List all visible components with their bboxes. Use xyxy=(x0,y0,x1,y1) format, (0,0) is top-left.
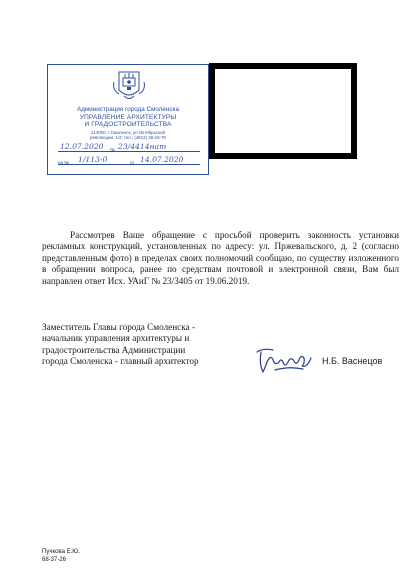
signer-position-line-1: Заместитель Главы города Смоленска - xyxy=(42,322,196,332)
executor-phone: 68-37-26 xyxy=(42,557,67,563)
address-line-1: 214000, г.Смоленск, ул.Октябрьской xyxy=(91,130,165,135)
outgoing-date: 12.07.2020 xyxy=(60,142,104,151)
department-line-2: И ГРАДОСТРОИТЕЛЬСТВА xyxy=(84,121,172,129)
letterhead-stamp xyxy=(47,64,209,175)
signer-position-line-4: города Смоленска - главный архитектор xyxy=(42,355,199,366)
department-name xyxy=(52,114,204,129)
outgoing-underline xyxy=(58,151,200,152)
executor-name: Пучкова Е.Ю. xyxy=(42,549,80,555)
address-line-2: революции, 1/2; тел.: (4812) 38-15-79 xyxy=(90,135,166,141)
executor-info xyxy=(42,548,80,564)
org-name: Администрация города Смоленска xyxy=(77,106,179,113)
incoming-underline xyxy=(58,164,200,165)
outgoing-number-label: № xyxy=(110,147,115,152)
coat-of-arms-icon xyxy=(110,68,148,104)
signer-position-line-2: начальник управления архитектуры и xyxy=(42,333,190,344)
letter-body xyxy=(42,230,399,287)
outgoing-number: 23/4414нат xyxy=(118,142,167,151)
body-paragraph: Рассмотрев Ваше обращение с просьбой проверить законность установки рекламных конструкций, установленных по адресу: ул. Пржевальского, д. 2 (согласно представленным фото) в пределах своих полномочий сообщаю, по существу изложенного в обращении вопроса, ранее по средствам почтовой и электронной связи, Вам был направлен ответ Исх. УАиГ № 23/3405 от 19.06.2019. xyxy=(42,230,399,286)
incoming-reg-row xyxy=(58,156,200,166)
signer-position-line-3: градостроительства Администрации xyxy=(42,344,186,355)
incoming-label-ot: от xyxy=(130,160,135,165)
outgoing-reg-row xyxy=(58,143,200,153)
incoming-date: 14.07.2020 xyxy=(140,155,184,164)
redaction-box xyxy=(209,63,357,159)
signer-position xyxy=(42,322,237,367)
handwritten-signature xyxy=(255,344,319,378)
incoming-number: 1/113-0 xyxy=(78,155,108,164)
department-line-1: УПРАВЛЕНИЕ АРХИТЕКТУРЫ xyxy=(79,114,177,121)
org-address xyxy=(52,130,204,140)
incoming-label-na: на № xyxy=(58,160,70,165)
signer-name: Н.Б. Васнецов xyxy=(322,356,383,366)
